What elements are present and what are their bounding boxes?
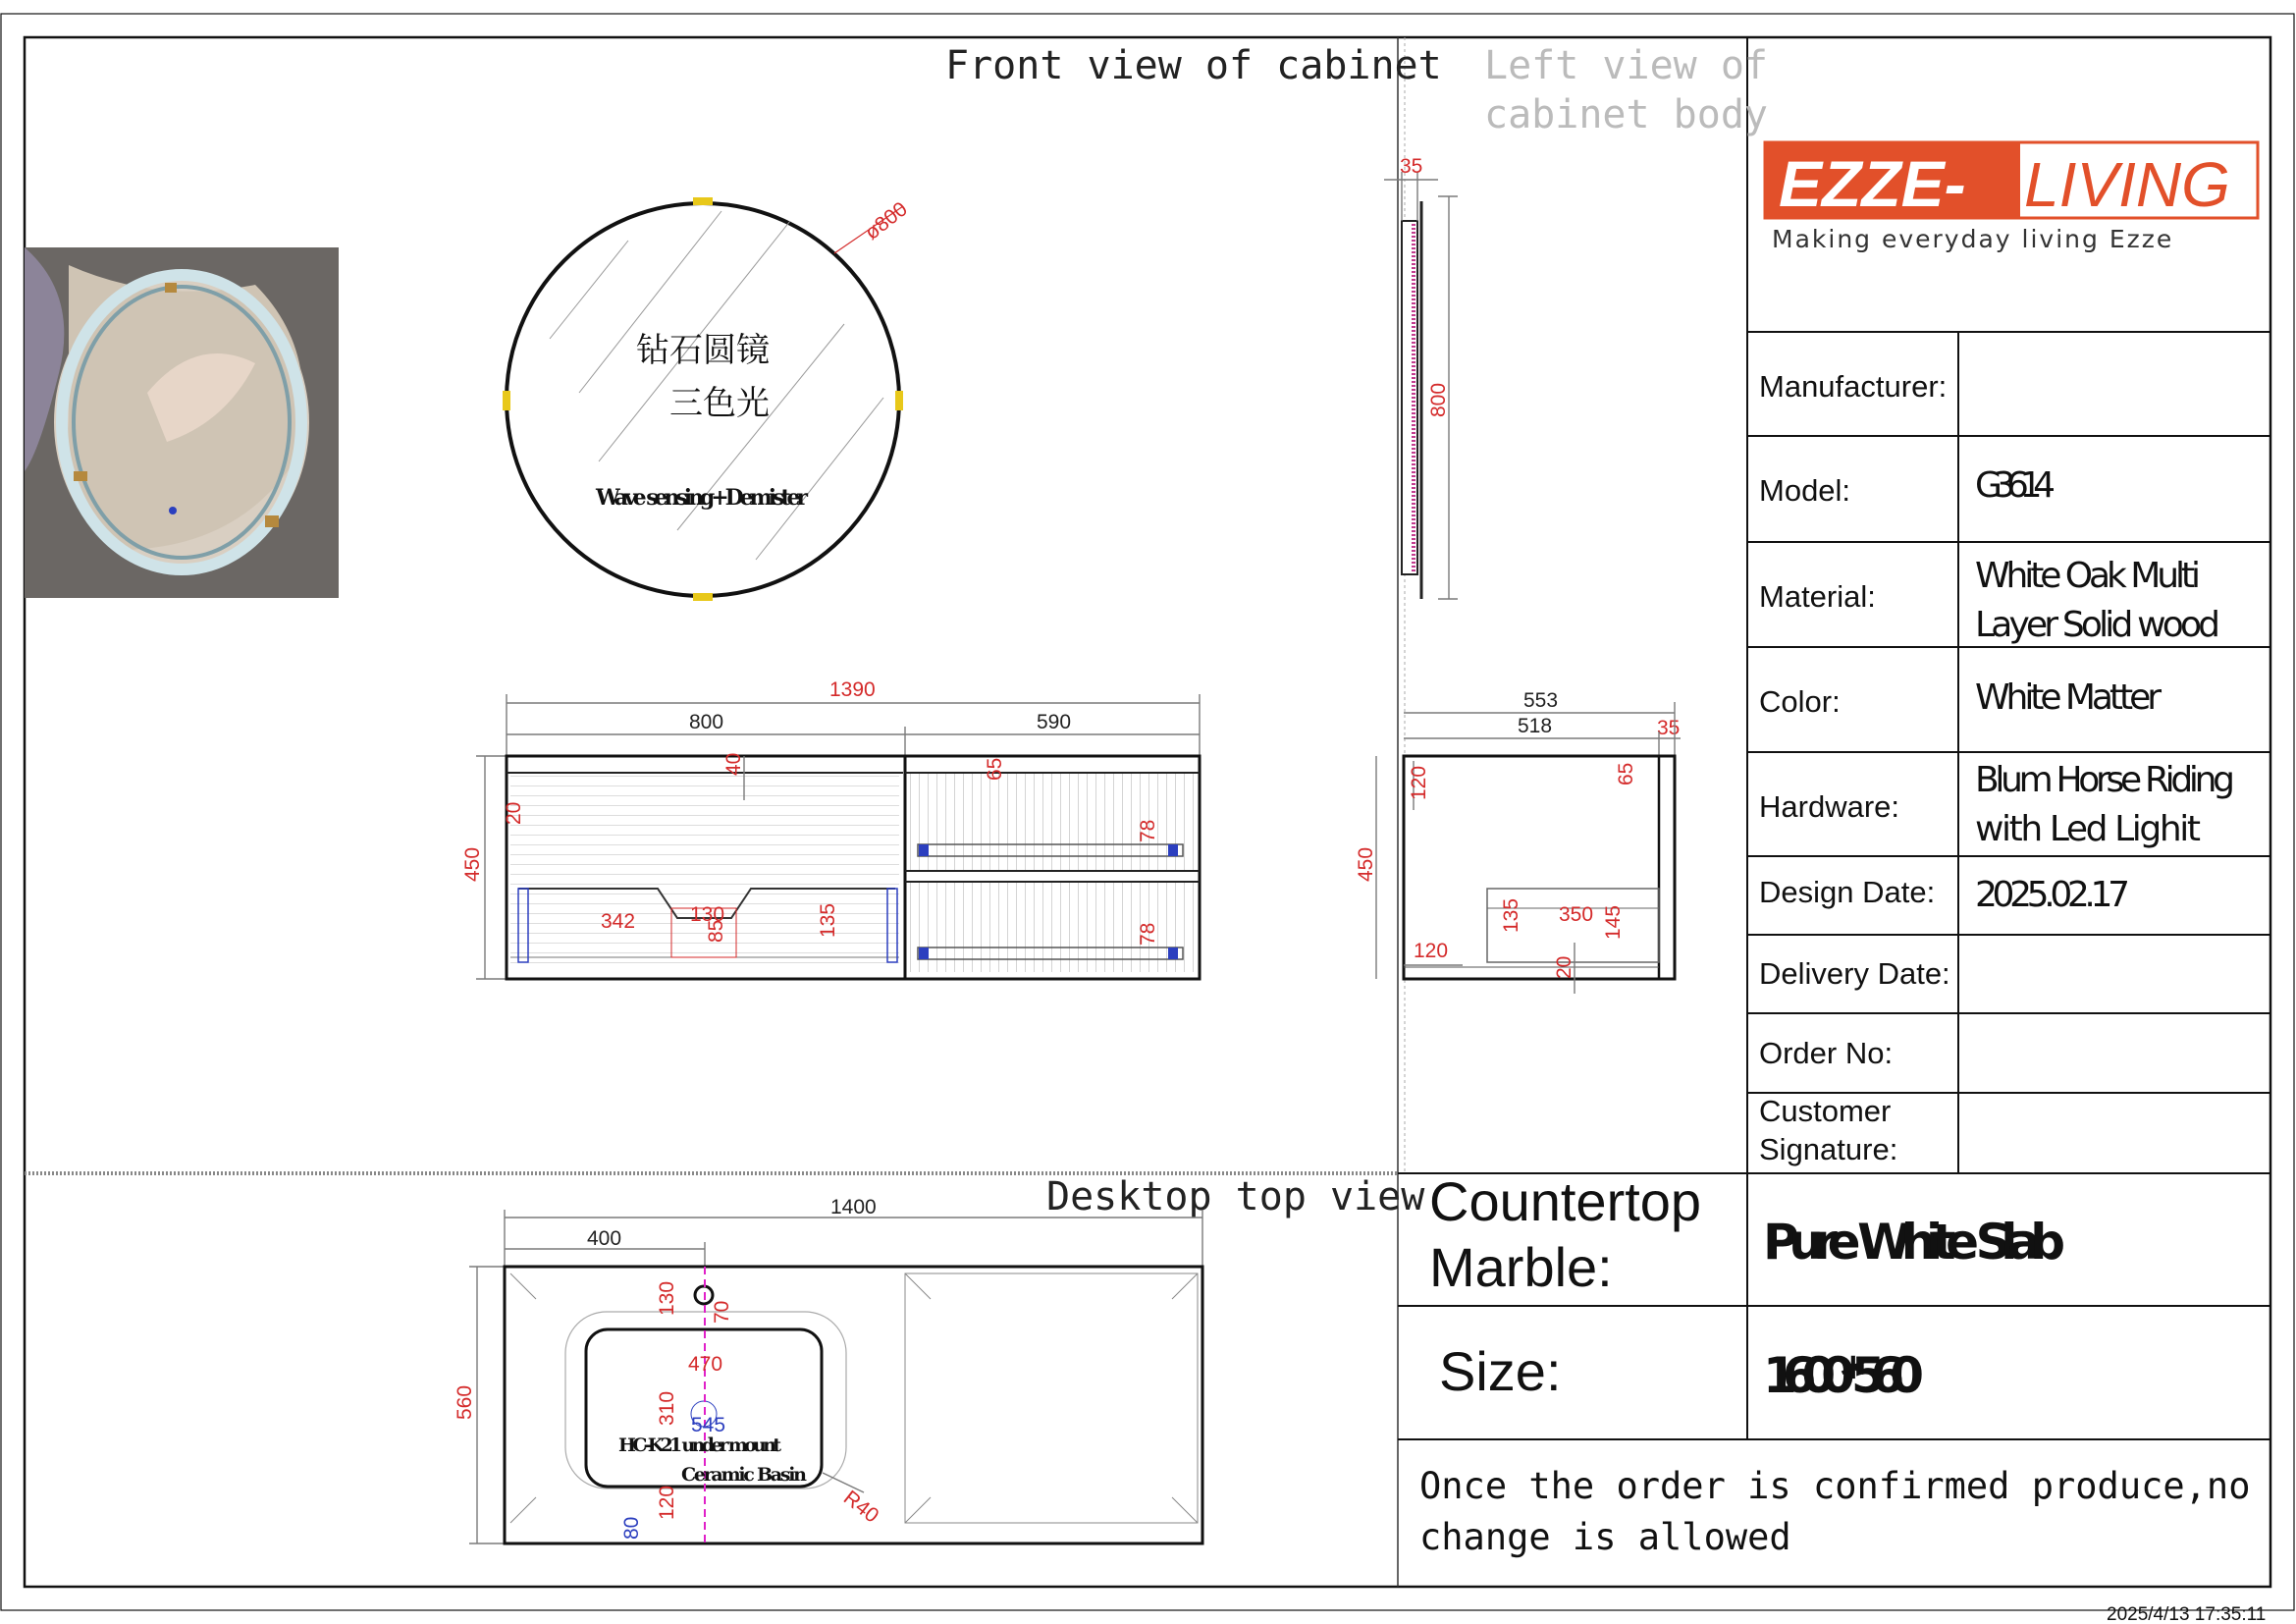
front-view-title: Front view of cabinet bbox=[945, 43, 1442, 88]
side-65: 65 bbox=[1615, 762, 1637, 785]
top-130: 130 bbox=[656, 1280, 678, 1316]
desktop-view-title: Desktop top view bbox=[1046, 1174, 1425, 1219]
side-120b: 120 bbox=[1414, 940, 1449, 962]
material-value-line2: Layer Solid wood bbox=[1975, 605, 2220, 645]
hardware-label: Hardware: bbox=[1759, 789, 1899, 824]
logo-ezze: EZZE- bbox=[1779, 147, 1966, 220]
model-label: Model: bbox=[1759, 473, 1851, 508]
countertop-label-line2: Marble: bbox=[1429, 1236, 1613, 1298]
order-no-label: Order No: bbox=[1759, 1036, 1894, 1070]
customer-signature-label-line2: Signature: bbox=[1759, 1132, 1898, 1166]
hardware-value-line1: Blum Horse Riding bbox=[1975, 760, 2235, 800]
front-left-width: 800 bbox=[689, 711, 724, 733]
manufacturer-label: Manufacturer: bbox=[1759, 369, 1948, 404]
brand-logo bbox=[1765, 142, 2258, 253]
side-518: 518 bbox=[1518, 715, 1553, 737]
order-note-line2: change is allowed bbox=[1419, 1516, 1791, 1558]
side-450: 450 bbox=[1355, 846, 1377, 882]
side-20: 20 bbox=[1553, 955, 1575, 979]
front-cut-130: 130 bbox=[690, 903, 725, 926]
front-drawer-78b: 78 bbox=[1137, 922, 1159, 946]
top-310: 310 bbox=[656, 1390, 678, 1426]
basin-radius: R40 bbox=[838, 1486, 883, 1528]
side-35: 35 bbox=[1657, 717, 1681, 739]
desktop-top-drawing bbox=[454, 1196, 1202, 1543]
mirror-name-cn: 钻石圆镜 bbox=[636, 331, 770, 370]
order-note-line1: Once the order is confirmed produce,no bbox=[1419, 1465, 2251, 1507]
basin-model: HC-K21 under mount bbox=[618, 1435, 781, 1456]
front-cut-342: 342 bbox=[601, 910, 636, 933]
top-depth-560: 560 bbox=[454, 1384, 476, 1420]
front-height: 450 bbox=[461, 846, 484, 882]
side-120a: 120 bbox=[1408, 765, 1430, 800]
design-date-value: 2025.02.17 bbox=[1975, 875, 2130, 915]
size-value: 1600*560 bbox=[1763, 1347, 1924, 1404]
front-side-20: 20 bbox=[503, 801, 525, 825]
top-120: 120 bbox=[656, 1485, 678, 1520]
mirror-feature: Wave sensing+Demister bbox=[596, 485, 808, 511]
design-date-label: Design Date: bbox=[1759, 875, 1936, 909]
size-label: Size: bbox=[1439, 1340, 1562, 1402]
color-label: Color: bbox=[1759, 684, 1841, 719]
side-553: 553 bbox=[1523, 689, 1559, 712]
top-70: 70 bbox=[711, 1300, 733, 1324]
material-table bbox=[1398, 1170, 2270, 1558]
top-400: 400 bbox=[587, 1227, 622, 1250]
customer-signature-label-line1: Customer bbox=[1759, 1094, 1892, 1128]
basin-drain-label: 545 bbox=[691, 1414, 726, 1436]
front-drawer-65: 65 bbox=[984, 757, 1006, 781]
color-value: White Matter bbox=[1975, 677, 2162, 718]
front-top-gap: 40 bbox=[722, 752, 745, 776]
mirror-diameter: ø800 bbox=[860, 197, 912, 244]
top-470: 470 bbox=[688, 1353, 723, 1376]
round-mirror-drawing bbox=[503, 197, 912, 601]
front-drawer-78a: 78 bbox=[1137, 819, 1159, 842]
logo-living: LIVING bbox=[2024, 149, 2230, 220]
front-cut-135: 135 bbox=[817, 902, 839, 938]
left-view-title-line1: Left view of bbox=[1484, 43, 1768, 88]
side-135: 135 bbox=[1500, 897, 1522, 933]
product-photo bbox=[25, 247, 339, 598]
top-80: 80 bbox=[620, 1516, 643, 1540]
side-cabinet-drawing bbox=[1355, 689, 1681, 994]
model-value: G3614 bbox=[1975, 465, 2056, 506]
front-right-width: 590 bbox=[1037, 711, 1072, 733]
hardware-value-line2: with Led Lighit bbox=[1975, 809, 2201, 849]
mirror-side-view bbox=[1384, 155, 1458, 599]
front-cut-85: 85 bbox=[705, 919, 727, 943]
info-table bbox=[1747, 332, 2270, 1173]
mirror-height-label: 800 bbox=[1427, 382, 1450, 417]
mirror-depth-label: 35 bbox=[1400, 155, 1423, 178]
top-width-1400: 1400 bbox=[830, 1196, 877, 1218]
delivery-date-label: Delivery Date: bbox=[1759, 956, 1950, 991]
countertop-value: Pure White Slab bbox=[1763, 1214, 2065, 1271]
front-cabinet-drawing bbox=[461, 678, 1200, 979]
side-145: 145 bbox=[1602, 904, 1625, 940]
logo-tagline: Making everyday living Ezze bbox=[1772, 225, 2174, 253]
basin-type: Ceramic Basin bbox=[681, 1464, 807, 1486]
mirror-light-cn: 三色光 bbox=[669, 384, 770, 423]
side-350: 350 bbox=[1559, 903, 1594, 926]
countertop-label-line1: Countertop bbox=[1429, 1170, 1702, 1232]
material-label: Material: bbox=[1759, 579, 1876, 614]
print-timestamp: 2025/4/13 17:35:11 bbox=[2107, 1604, 2267, 1624]
material-value-line1: White Oak Multi bbox=[1975, 556, 2201, 596]
front-total-width: 1390 bbox=[829, 678, 876, 701]
left-view-title-line2: cabinet body bbox=[1484, 92, 1768, 137]
